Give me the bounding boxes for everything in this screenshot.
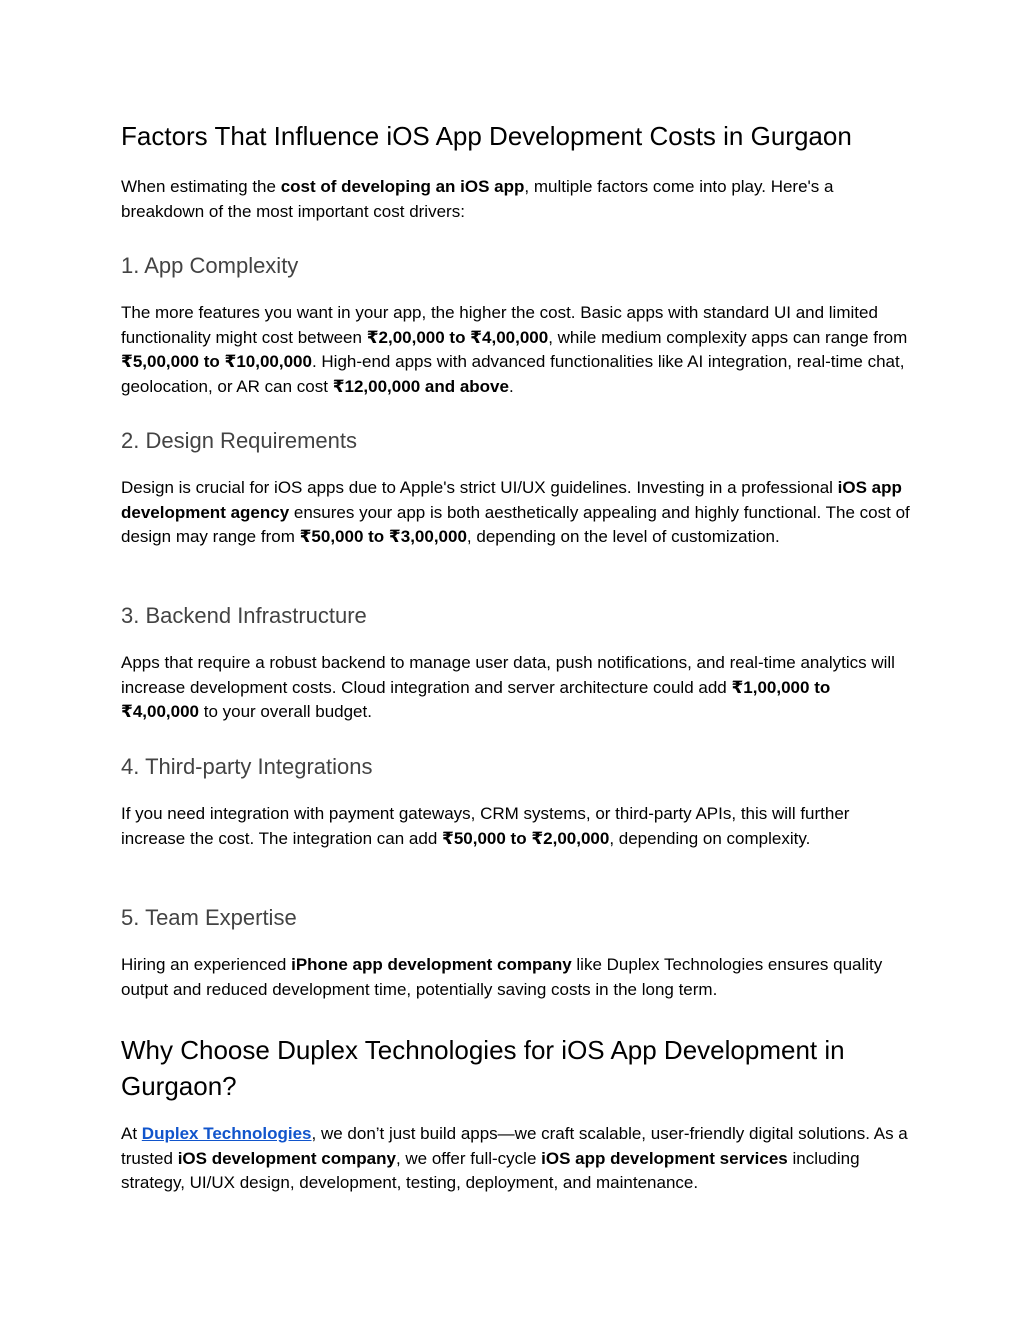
heading-cost-factors: Factors That Influence iOS App Development Costs in Gurgaon bbox=[121, 121, 852, 151]
duplex-technologies-link[interactable]: Duplex Technologies bbox=[141, 1124, 312, 1143]
heading-third-party-integrations: 4. Third-party Integrations bbox=[121, 754, 373, 779]
paragraph-why-choose: At Duplex Technologies, we don’t just build apps—we craft scalable, user-friendly digital solutions. As a trusted iOS development company, we offer full-cycle iOS app development services including strategy, UI/UX design, development, testing, deployment, and maintenance. bbox=[121, 1124, 908, 1192]
paragraph-team-expertise: Hiring an experienced iPhone app development company like Duplex Technologies ensures quality output and reduced development time, potentially saving costs in the long term. bbox=[121, 955, 883, 999]
paragraph-design-requirements: Design is crucial for iOS apps due to Apple's strict UI/UX guidelines. Investing in a professional iOS app development agency ensures your app is both aesthetically appealing and highly functional. The cost of design may range from ₹50,000 to ₹3,00,000, depending on the level of customization. bbox=[121, 478, 910, 546]
heading-design-requirements: 2. Design Requirements bbox=[121, 428, 358, 453]
intro-paragraph: When estimating the cost of developing an iOS app, multiple factors come into play. Here's a breakdown of the most important cost drivers: bbox=[121, 177, 834, 221]
heading-why-choose: Why Choose Duplex Technologies for iOS App Development in Gurgaon? bbox=[121, 1035, 845, 1101]
heading-team-expertise: 5. Team Expertise bbox=[121, 905, 297, 930]
paragraph-third-party-integrations: If you need integration with payment gateways, CRM systems, or third-party APIs, this will further increase the cost. The integration can add ₹50,000 to ₹2,00,000, depending on complexity. bbox=[121, 804, 850, 848]
paragraph-backend-infrastructure: Apps that require a robust backend to manage user data, push notifications, and real-time analytics will increase development costs. Cloud integration and server architecture could add ₹1,00,000 to ₹4,00,000 to your overall budget. bbox=[121, 653, 895, 721]
heading-app-complexity: 1. App Complexity bbox=[121, 253, 299, 278]
heading-backend-infrastructure: 3. Backend Infrastructure bbox=[121, 603, 367, 628]
paragraph-app-complexity: The more features you want in your app, the higher the cost. Basic apps with standard UI and limited functionality might cost between ₹2,00,000 to ₹4,00,000, while medium complexity apps can range from ₹5,00,000 to ₹10,00,000. High-end apps with advanced functionalities like AI integration, real-time chat, geolocation, or AR can cost ₹12,00,000 and above. bbox=[121, 303, 908, 396]
